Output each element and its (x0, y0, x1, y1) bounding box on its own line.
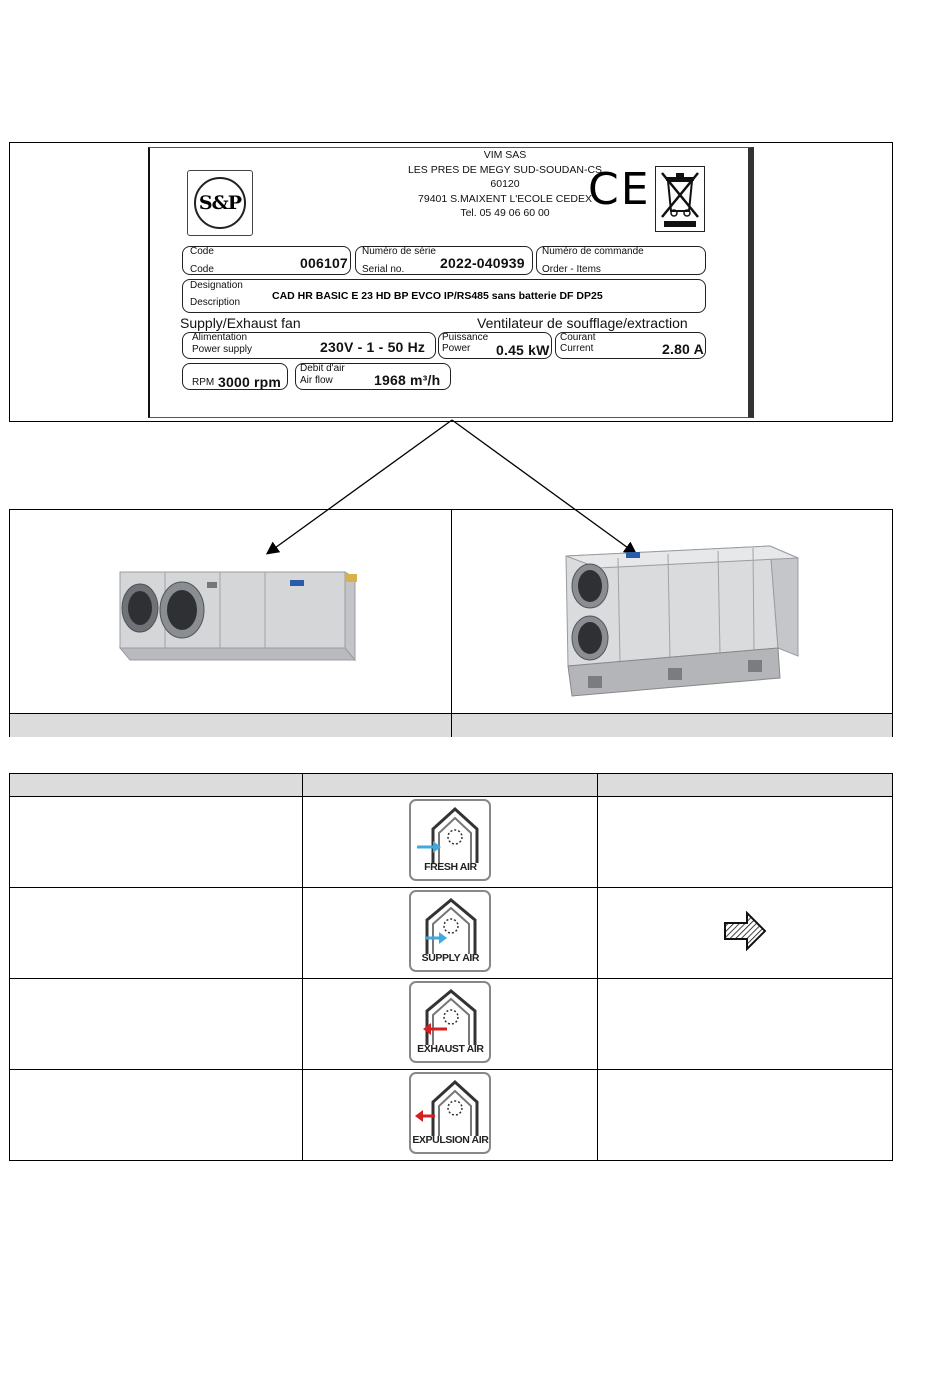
table-row (10, 888, 893, 979)
sp-logo-text: S&P (194, 177, 246, 229)
table-cell (303, 797, 598, 888)
current-label-fr: Courant (560, 332, 596, 343)
company-name: VIM SAS (483, 149, 527, 161)
fresh-air-caption: FRESH AIR (424, 860, 477, 873)
power-supply-value: 230V - 1 - 50 Hz (320, 339, 426, 355)
order-label-en: Order - Items (542, 264, 601, 275)
code-value: 006107 (300, 255, 348, 271)
unit-photos-table (9, 509, 893, 737)
code-label-fr: Code (190, 246, 214, 257)
hatched-arrow-icon (723, 911, 767, 951)
designation-value: CAD HR BASIC E 23 HD BP EVCO IP/RS485 sans batterie DF DP25 (272, 290, 603, 302)
photos-caption-row (10, 713, 892, 737)
table-cell (598, 888, 893, 979)
table-cell (303, 979, 598, 1070)
table-cell (303, 888, 598, 979)
header-cell (303, 774, 598, 797)
phone: Tel. 05 49 06 60 00 (460, 207, 550, 219)
table-cell (598, 979, 893, 1070)
power-supply-label-fr: Alimentation (192, 332, 248, 343)
power-value: 0.45 kW (496, 342, 550, 358)
order-label-fr: Numéro de commande (542, 246, 644, 257)
rpm-label: RPM (192, 377, 215, 388)
weee-bin-icon (655, 166, 705, 232)
code-label-en: Code (190, 264, 214, 275)
airflow-label-en: Air flow (300, 375, 333, 386)
left-unit-photo (110, 560, 370, 670)
supply-air-caption: SUPPLY AIR (421, 951, 480, 964)
ce-mark: CE (588, 164, 651, 215)
expulsion-air-icon (409, 1072, 491, 1154)
airflow-label-fr: Debit d'air (300, 363, 345, 374)
address-line-3: 79401 S.MAIXENT L'ECOLE CEDEX (418, 192, 592, 205)
sp-logo (187, 170, 253, 236)
airflow-value: 1968 m³/h (374, 372, 441, 388)
header-cell (10, 774, 303, 797)
serial-value: 2022-040939 (440, 255, 525, 271)
table-cell (10, 979, 303, 1070)
table-row (10, 979, 893, 1070)
address-line-1: LES PRES DE MEGY SUD-SOUDAN-CS (407, 163, 603, 176)
power-supply-label-en: Power supply (192, 344, 253, 355)
exhaust-air-caption: EXHAUST AIR (417, 1042, 484, 1055)
address-line-2: 60120 (490, 178, 520, 190)
table-cell (10, 1070, 303, 1161)
power-label-fr: Puissance (442, 332, 489, 343)
fresh-air-icon (409, 799, 491, 881)
expulsion-air-caption: EXPULSION AIR (412, 1133, 489, 1146)
table-row (10, 797, 893, 888)
header-cell (598, 774, 893, 797)
table-cell (10, 797, 303, 888)
current-label-en: Current (560, 343, 594, 354)
table-cell (598, 797, 893, 888)
current-value: 2.80 A (662, 341, 704, 357)
supply-air-icon (409, 890, 491, 972)
designation-label-fr: Designation (190, 280, 243, 291)
exhaust-air-icon (409, 981, 491, 1063)
serial-label-en: Serial no. (362, 264, 405, 275)
rpm-value: 3000 rpm (218, 374, 282, 390)
power-label-en: Power (442, 343, 471, 354)
table-cell (598, 1070, 893, 1161)
table-cell (303, 1070, 598, 1161)
nameplate (148, 147, 754, 418)
designation-label-en: Description (190, 297, 241, 308)
table-header-row (10, 774, 893, 797)
right-unit-photo (558, 538, 818, 703)
section-title-fr: Ventilateur de soufflage/extraction (477, 315, 688, 331)
caption-divider (451, 714, 452, 737)
table-cell (10, 888, 303, 979)
serial-label-fr: Numéro de série (362, 246, 436, 257)
airflow-symbols-table (9, 773, 893, 1161)
section-title-en: Supply/Exhaust fan (180, 315, 301, 331)
photos-divider (451, 510, 452, 736)
table-row (10, 1070, 893, 1161)
